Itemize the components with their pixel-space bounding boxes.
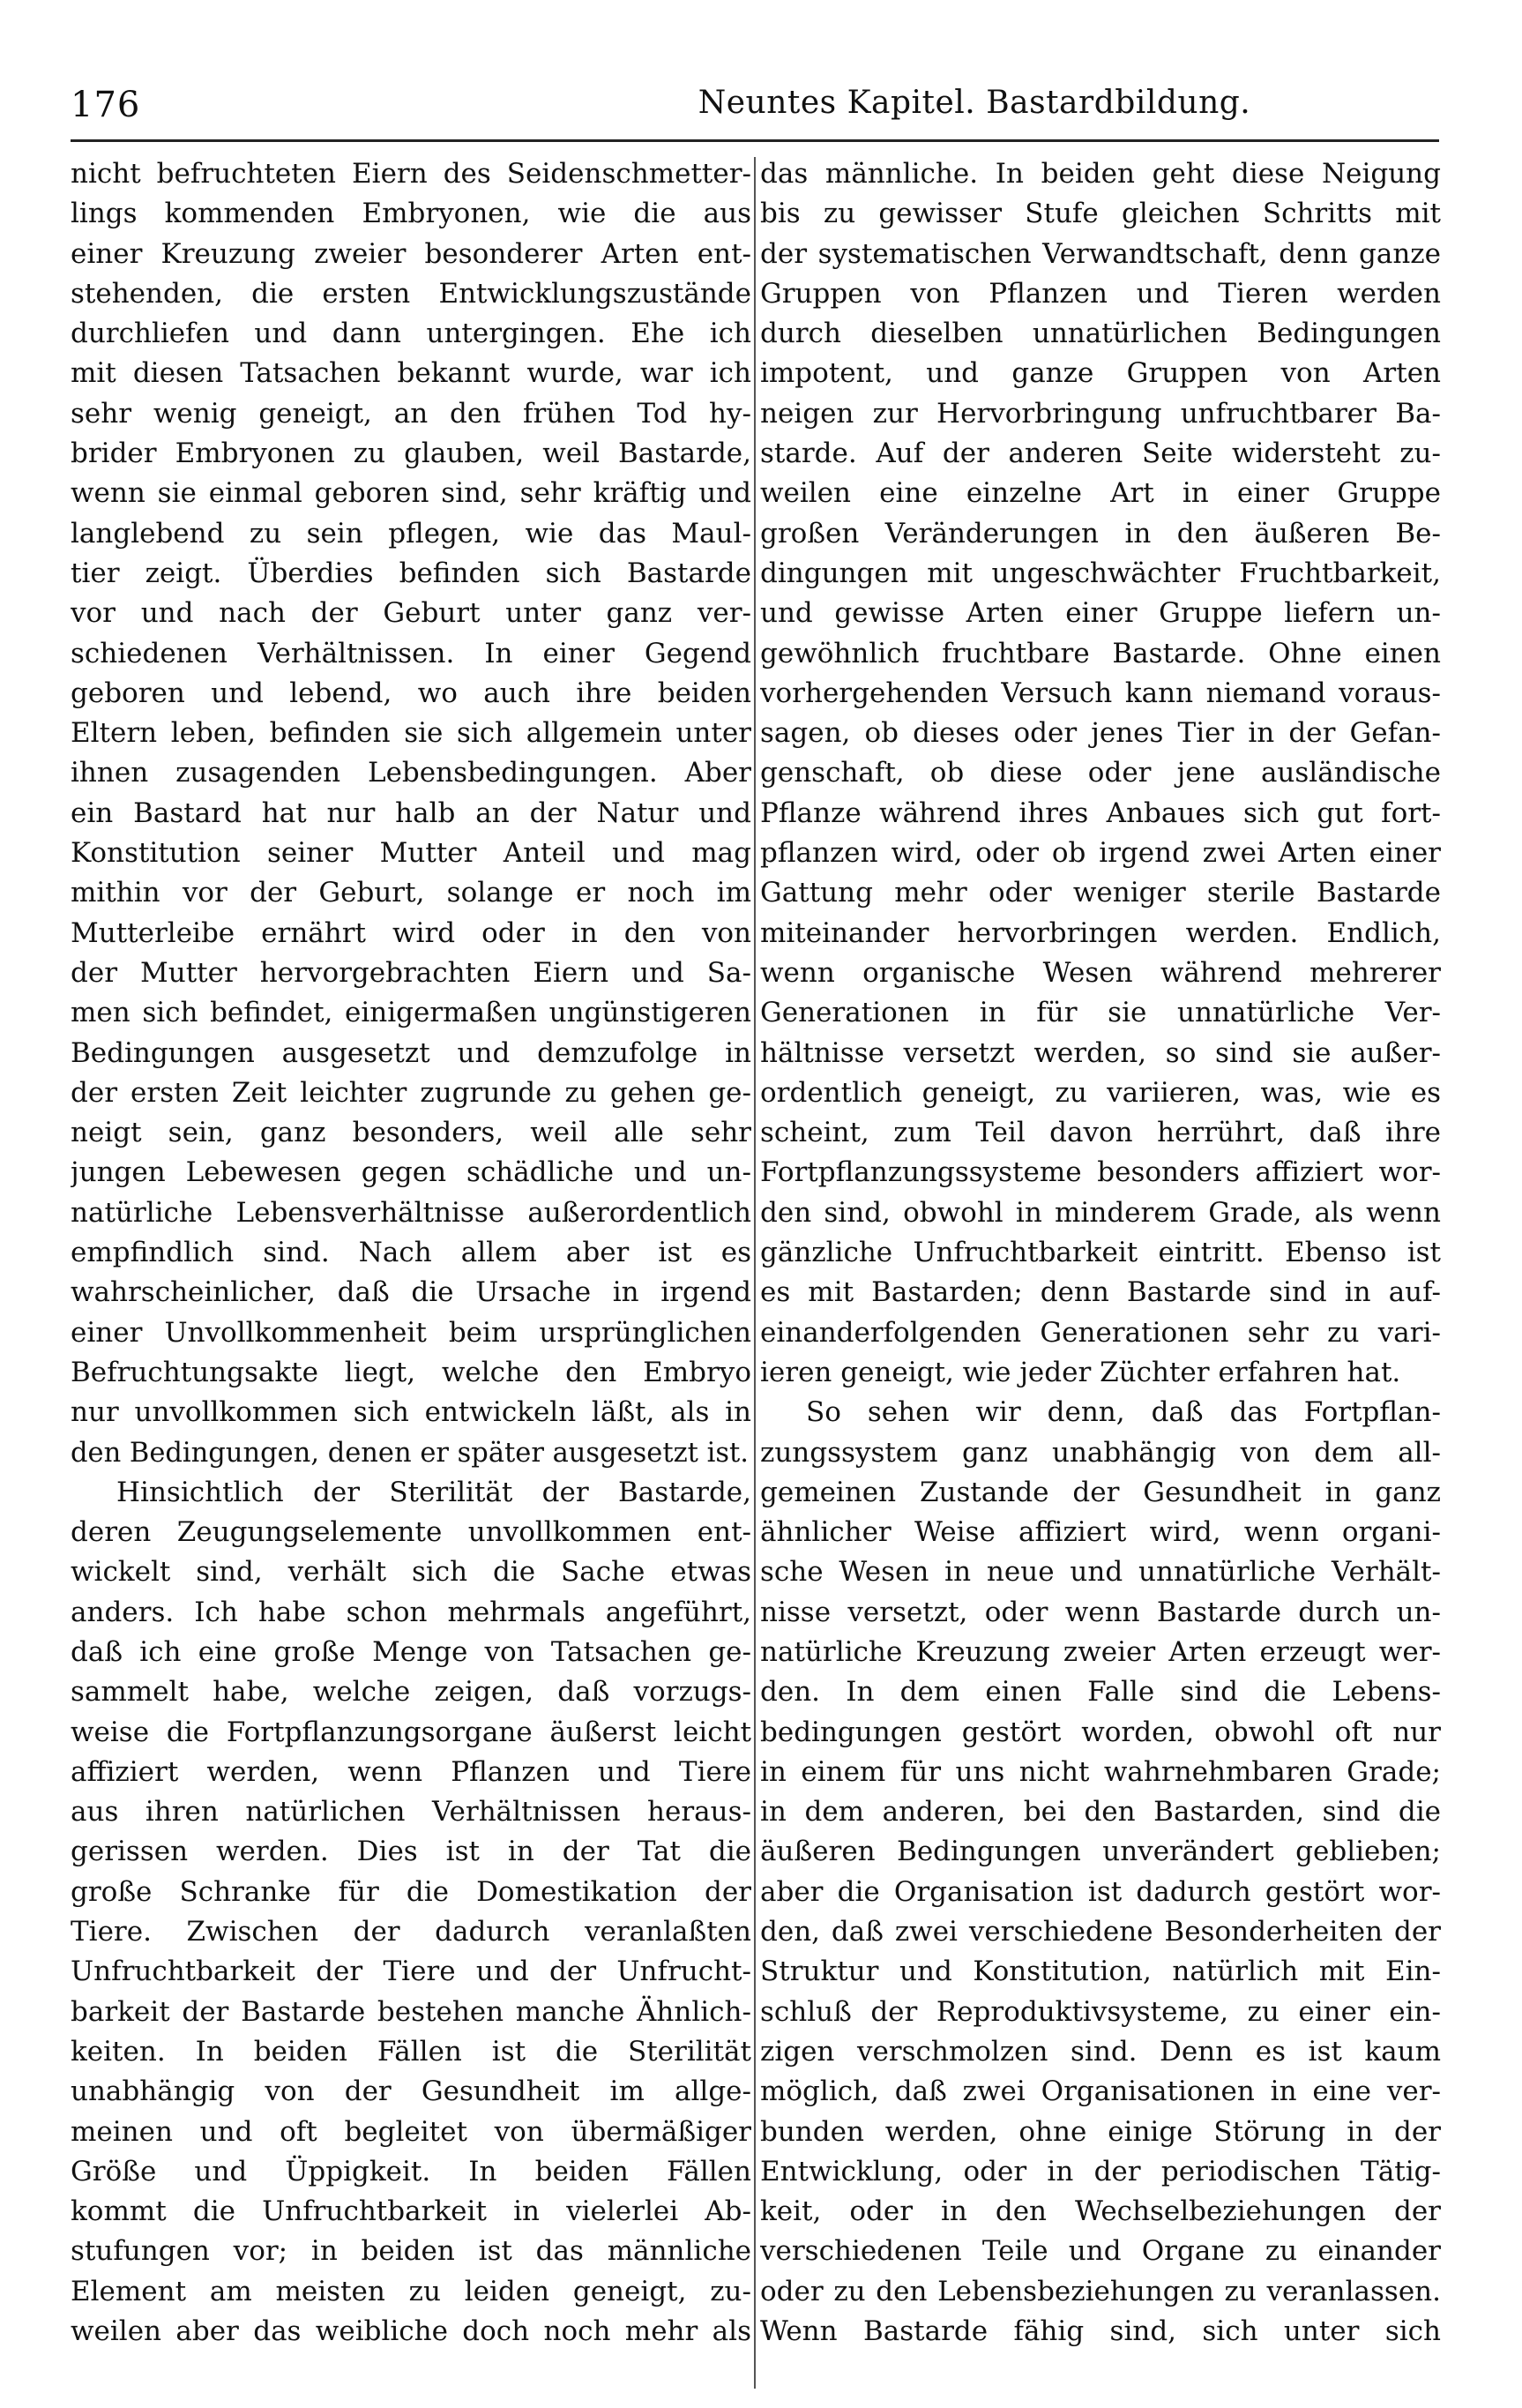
- text-line: bis zu gewisser Stufe gleichen Schritts mit: [760, 198, 1441, 230]
- text-line: affiziert werden, wenn Pflanzen und Tiere: [71, 1755, 751, 1788]
- text-line: meinen und oft begleitet von übermäßiger: [71, 2115, 751, 2148]
- text-line: Befruchtungsakte liegt, welche den Embryo: [71, 1356, 751, 1388]
- text-line: vorhergehenden Versuch kann niemand voraus-: [760, 677, 1441, 709]
- text-line: bunden werden, ohne einige Störung in der: [760, 2115, 1441, 2148]
- text-line: kommt die Unfruchtbarkeit in vielerlei Ab-: [71, 2195, 751, 2228]
- text-line: natürliche Kreuzung zweier Arten erzeugt wer-: [760, 1635, 1441, 1668]
- text-line: scheint, zum Teil davon herrührt, daß ihre: [760, 1117, 1441, 1149]
- text-line: gerissen werden. Dies ist in der Tat die: [71, 1836, 751, 1868]
- text-line: Element am meisten zu leiden geneigt, zu-: [71, 2275, 751, 2307]
- text-line: Wenn Bastarde fähig sind, sich unter sich: [760, 2315, 1441, 2348]
- text-line: weilen aber das weibliche doch noch mehr als: [71, 2315, 751, 2348]
- right-text-column: [760, 154, 1441, 2395]
- text-line: zigen verschmolzen sind. Denn es ist kaum: [760, 2035, 1441, 2068]
- page-number: 176: [71, 85, 141, 125]
- text-line: miteinander hervorbringen werden. Endlich,: [760, 916, 1441, 949]
- text-line: wenn organische Wesen während mehrerer: [760, 956, 1441, 989]
- text-line: impotent, und ganze Gruppen von Arten: [760, 357, 1441, 390]
- text-line: durchliefen und dann untergingen. Ehe ich: [71, 318, 751, 350]
- text-line: anders. Ich habe schon mehrmals angeführt,: [71, 1596, 751, 1628]
- text-line: oder zu den Lebensbeziehungen zu veranlassen.: [760, 2275, 1441, 2307]
- text-line: barkeit der Bastarde bestehen manche Ähnlich-: [71, 1995, 751, 2028]
- text-line: Tiere. Zwischen der dadurch veranlaßten: [71, 1916, 751, 1948]
- text-line: brider Embryonen zu glauben, weil Bastarde,: [71, 437, 751, 470]
- text-line: den, daß zwei verschiedene Besonderheiten der: [760, 1916, 1441, 1948]
- text-line: einer Kreuzung zweier besonderer Arten ent-: [71, 237, 751, 270]
- text-line: sagen, ob dieses oder jenes Tier in der Gefan-: [760, 717, 1441, 750]
- text-line: men sich befindet, einigermaßen ungünstigeren: [71, 997, 751, 1029]
- text-line: nicht befruchteten Eiern des Seidenschmetter-: [71, 158, 751, 190]
- text-line: keit, oder in den Wechselbeziehungen der: [760, 2195, 1441, 2228]
- text-line: gewöhnlich fruchtbare Bastarde. Ohne einen: [760, 637, 1441, 669]
- text-line: große Schranke für die Domestikation der: [71, 1875, 751, 1908]
- text-line: gemeinen Zustande der Gesundheit in ganz: [760, 1476, 1441, 1508]
- text-line: aus ihren natürlichen Verhältnissen heraus-: [71, 1796, 751, 1828]
- text-line: Bedingungen ausgesetzt und demzufolge in: [71, 1036, 751, 1069]
- text-line: ein Bastard hat nur halb an der Natur und: [71, 796, 751, 829]
- text-line: stehenden, die ersten Entwicklungszustände: [71, 277, 751, 310]
- text-line: sche Wesen in neue und unnatürliche Verhält-: [760, 1556, 1441, 1589]
- text-line: nisse versetzt, oder wenn Bastarde durch un-: [760, 1596, 1441, 1628]
- text-line: mithin vor der Geburt, solange er noch im: [71, 877, 751, 909]
- text-line: Entwicklung, oder in der periodischen Tätig-: [760, 2155, 1441, 2187]
- page-header: [71, 81, 1439, 134]
- text-line: Hinsichtlich der Sterilität der Bastarde,: [116, 1476, 751, 1508]
- text-line: vor und nach der Geburt unter ganz ver-: [71, 597, 751, 630]
- text-line: natürliche Lebensverhältnisse außerordentlich: [71, 1196, 751, 1229]
- text-line: sehr wenig geneigt, an den frühen Tod hy-: [71, 397, 751, 430]
- text-line: wickelt sind, verhält sich die Sache etwas: [71, 1556, 751, 1589]
- text-line: genschaft, ob diese oder jene ausländische: [760, 757, 1441, 789]
- text-line: den Bedingungen, denen er später ausgesetzt ist.: [71, 1437, 749, 1469]
- text-line: ihnen zusagenden Lebensbedingungen. Aber: [71, 757, 751, 789]
- text-line: deren Zeugungselemente unvollkommen ent-: [71, 1516, 751, 1549]
- text-line: Konstitution seiner Mutter Anteil und mag: [71, 837, 751, 870]
- text-line: unabhängig von der Gesundheit im allge-: [71, 2075, 751, 2108]
- text-line: stufungen vor; in beiden ist das männliche: [71, 2235, 751, 2268]
- text-line: ordentlich geneigt, zu variieren, was, wie es: [760, 1076, 1441, 1109]
- text-line: das männliche. In beiden geht diese Neigung: [760, 158, 1441, 190]
- text-line: langlebend zu sein pflegen, wie das Maul-: [71, 517, 751, 550]
- text-line: ieren geneigt, wie jeder Züchter erfahren hat.: [760, 1356, 1401, 1388]
- text-line: wenn sie einmal geboren sind, sehr kräftig und: [71, 477, 751, 510]
- text-line: tier zeigt. Überdies befinden sich Bastarde: [71, 557, 751, 589]
- header-rule: [71, 139, 1439, 142]
- text-line: weilen eine einzelne Art in einer Gruppe: [760, 477, 1441, 510]
- column-divider: [754, 157, 756, 2389]
- text-line: weise die Fortpflanzungsorgane äußerst leicht: [71, 1716, 751, 1748]
- text-line: sammelt habe, welche zeigen, daß vorzugs-: [71, 1676, 751, 1709]
- text-line: Fortpflanzungssysteme besonders affiziert wor-: [760, 1156, 1441, 1189]
- text-line: und gewisse Arten einer Gruppe liefern un-: [760, 597, 1441, 630]
- text-line: der Mutter hervorgebrachten Eiern und Sa-: [71, 956, 751, 989]
- text-line: starde. Auf der anderen Seite widersteht zu-: [760, 437, 1441, 470]
- text-line: aber die Organisation ist dadurch gestört wor-: [760, 1875, 1441, 1908]
- text-line: Struktur und Konstitution, natürlich mit Ein-: [760, 1956, 1441, 1988]
- text-line: möglich, daß zwei Organisationen in eine ver-: [760, 2075, 1441, 2108]
- text-line: neigen zur Hervorbringung unfruchtbarer Ba-: [760, 397, 1441, 430]
- text-line: pflanzen wird, oder ob irgend zwei Arten einer: [760, 837, 1441, 870]
- text-line: Mutterleibe ernährt wird oder in den von: [71, 916, 751, 949]
- text-line: mit diesen Tatsachen bekannt wurde, war ich: [71, 357, 751, 390]
- text-line: der ersten Zeit leichter zugrunde zu gehen ge-: [71, 1076, 751, 1109]
- text-line: in einem für uns nicht wahrnehmbaren Grade;: [760, 1755, 1441, 1788]
- running-title: Neuntes Kapitel. Bastardbildung.: [698, 85, 1251, 121]
- text-line: bedingungen gestört worden, obwohl oft nur: [760, 1716, 1441, 1748]
- text-line: lings kommenden Embryonen, wie die aus: [71, 198, 751, 230]
- text-line: großen Veränderungen in den äußeren Be-: [760, 517, 1441, 550]
- text-line: Generationen in für sie unnatürliche Ver-: [760, 997, 1441, 1029]
- text-line: gänzliche Unfruchtbarkeit eintritt. Ebenso ist: [760, 1237, 1441, 1269]
- text-line: So sehen wir denn, daß das Fortpflan-: [806, 1396, 1441, 1429]
- text-line: einer Unvollkommenheit beim ursprünglichen: [71, 1316, 751, 1349]
- text-line: Unfruchtbarkeit der Tiere und der Unfrucht-: [71, 1956, 751, 1988]
- text-line: empfindlich sind. Nach allem aber ist es: [71, 1237, 751, 1269]
- text-line: ähnlicher Weise affiziert wird, wenn organi-: [760, 1516, 1441, 1549]
- text-line: daß ich eine große Menge von Tatsachen ge-: [71, 1635, 751, 1668]
- text-line: schluß der Reproduktivsysteme, zu einer ein-: [760, 1995, 1441, 2028]
- text-line: geboren und lebend, wo auch ihre beiden: [71, 677, 751, 709]
- text-line: einanderfolgenden Generationen sehr zu vari-: [760, 1316, 1441, 1349]
- text-line: den. In dem einen Falle sind die Lebens-: [760, 1676, 1441, 1709]
- text-line: zungssystem ganz unabhängig von dem all-: [760, 1436, 1441, 1469]
- text-line: der systematischen Verwandtschaft, denn ganze: [760, 237, 1441, 270]
- text-line: den sind, obwohl in minderem Grade, als wenn: [760, 1196, 1441, 1229]
- text-line: keiten. In beiden Fällen ist die Sterilität: [71, 2035, 751, 2068]
- text-line: Gattung mehr oder weniger sterile Bastarde: [760, 877, 1441, 909]
- text-line: Größe und Üppigkeit. In beiden Fällen: [71, 2155, 751, 2187]
- text-line: nur unvollkommen sich entwickeln läßt, als in: [71, 1396, 751, 1429]
- text-line: verschiedenen Teile und Organe zu einander: [760, 2235, 1441, 2268]
- text-line: Gruppen von Pflanzen und Tieren werden: [760, 277, 1441, 310]
- text-line: in dem anderen, bei den Bastarden, sind die: [760, 1796, 1441, 1828]
- text-line: neigt sein, ganz besonders, weil alle sehr: [71, 1117, 751, 1149]
- text-line: wahrscheinlicher, daß die Ursache in irgend: [71, 1276, 751, 1309]
- text-line: es mit Bastarden; denn Bastarde sind in auf-: [760, 1276, 1441, 1309]
- text-line: äußeren Bedingungen unverändert geblieben;: [760, 1836, 1441, 1868]
- text-line: Pflanze während ihres Anbaues sich gut fort-: [760, 796, 1441, 829]
- text-line: schiedenen Verhältnissen. In einer Gegend: [71, 637, 751, 669]
- text-line: jungen Lebewesen gegen schädliche und un-: [71, 1156, 751, 1189]
- left-text-column: [71, 154, 751, 2395]
- text-line: dingungen mit ungeschwächter Fruchtbarkeit,: [760, 557, 1441, 589]
- text-line: durch dieselben unnatürlichen Bedingungen: [760, 318, 1441, 350]
- text-line: Eltern leben, befinden sie sich allgemein unter: [71, 717, 751, 750]
- text-line: hältnisse versetzt werden, so sind sie außer-: [760, 1036, 1441, 1069]
